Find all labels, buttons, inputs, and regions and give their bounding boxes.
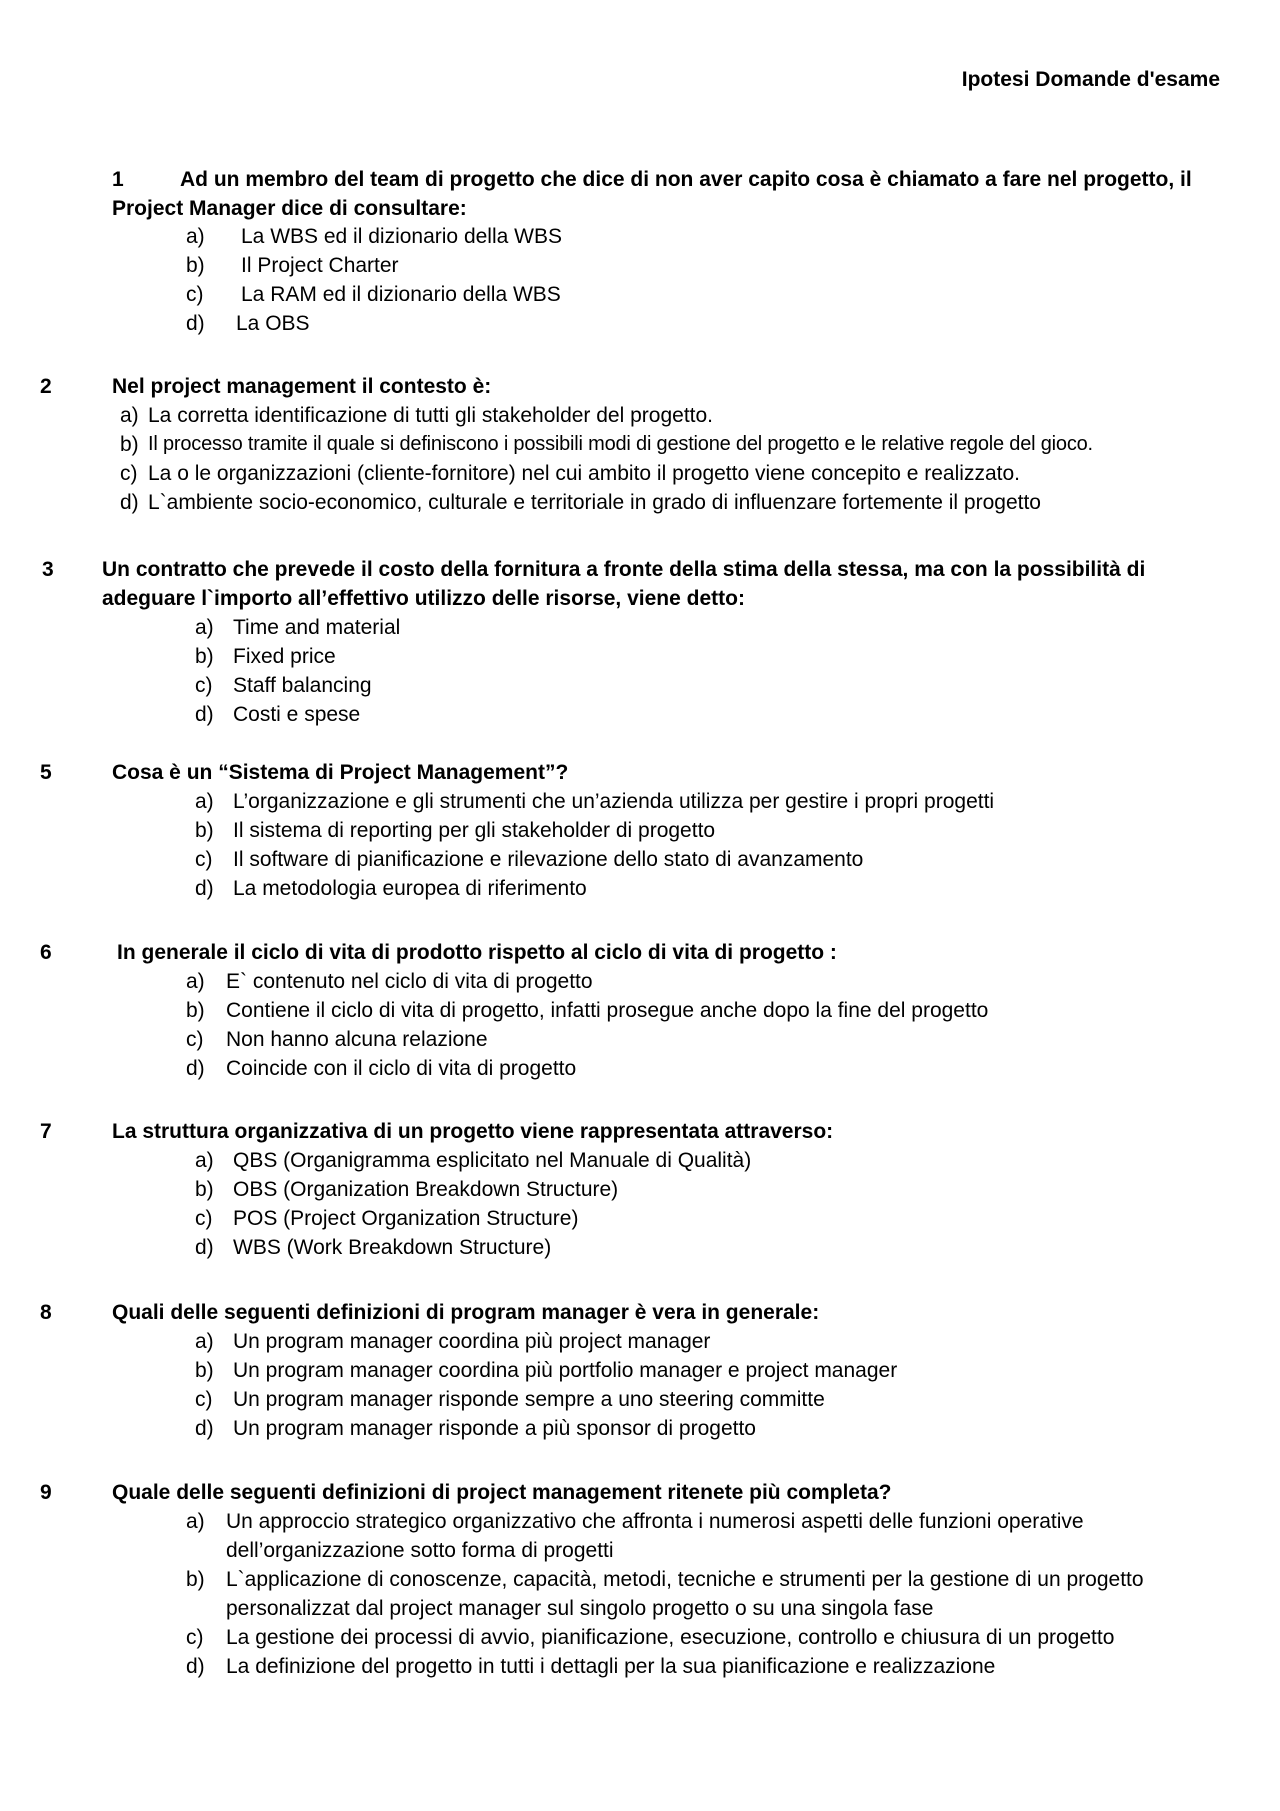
option-a[interactable] [120, 401, 1250, 430]
question-number: 9 [40, 1481, 52, 1504]
option-text: La definizione del progetto in tutti i dettagli per la sua pianificazione e realizzazione [226, 1655, 996, 1678]
option-text: La o le organizzazioni (cliente-fornitore) nel cui ambito il progetto viene concepito e realizzato. [148, 462, 1020, 485]
option-letter: b) [195, 1178, 214, 1201]
option-letter: a) [186, 1510, 205, 1533]
option-letter: c) [186, 1626, 204, 1649]
option-d[interactable] [195, 1414, 1145, 1443]
option-d[interactable] [195, 700, 1095, 729]
option-text: Un program manager risponde a più sponsor di progetto [233, 1417, 756, 1440]
question-number: 7 [40, 1120, 52, 1143]
option-text: Un program manager coordina più portfolio manager e project manager [233, 1359, 898, 1382]
options-list [195, 1146, 1145, 1262]
option-text: Non hanno alcuna relazione [226, 1028, 488, 1051]
option-b[interactable] [186, 1565, 1186, 1623]
question-text: La struttura organizzativa di un progetto viene rappresentata attraverso: [112, 1120, 834, 1143]
question-number: 6 [40, 941, 52, 964]
document-header: Ipotesi Domande d'esame [961, 68, 1220, 91]
options-list [186, 1507, 1186, 1681]
option-b[interactable] [195, 1356, 1145, 1385]
option-text: Coincide con il ciclo di vita di progetto [226, 1057, 577, 1080]
option-text: La metodologia europea di riferimento [233, 877, 587, 900]
option-text: QBS (Organigramma esplicitato nel Manuale di Qualità) [233, 1149, 752, 1172]
option-letter: c) [186, 1028, 204, 1051]
option-letter: c) [195, 674, 213, 697]
option-letter: a) [186, 970, 205, 993]
option-letter: d) [195, 1417, 214, 1440]
option-a[interactable] [186, 967, 1136, 996]
option-text: Contiene il ciclo di vita di progetto, infatti prosegue anche dopo la fine del progetto [226, 999, 989, 1022]
option-letter: d) [120, 491, 139, 514]
option-d[interactable] [120, 488, 1250, 517]
question-text: Ad un membro del team di progetto che dice di non aver capito cosa è chiamato a fare nel progetto, il Project Manager dice di consultare: [112, 168, 1192, 220]
option-letter: c) [195, 1207, 213, 1230]
option-text: Un approccio strategico organizzativo che affronta i numerosi aspetti delle funzioni operative dell’organizzazione sotto forma di progetti [226, 1510, 1084, 1562]
option-letter: c) [195, 1388, 213, 1411]
option-letter: d) [195, 703, 214, 726]
option-text: Un program manager coordina più project manager [233, 1330, 711, 1353]
option-letter: d) [195, 877, 214, 900]
option-letter: b) [195, 819, 214, 842]
option-d[interactable] [195, 1233, 1145, 1262]
option-c[interactable] [186, 1623, 1186, 1652]
option-text: POS (Project Organization Structure) [233, 1207, 579, 1230]
option-a[interactable] [195, 787, 1145, 816]
option-letter: a) [186, 225, 205, 248]
option-letter: a) [195, 790, 214, 813]
option-text: Costi e spese [233, 703, 361, 726]
option-d[interactable] [186, 1652, 1186, 1681]
option-c[interactable] [186, 280, 1086, 309]
option-text: E` contenuto nel ciclo di vita di progetto [226, 970, 593, 993]
option-text: La gestione dei processi di avvio, pianificazione, esecuzione, controllo e chiusura di un progetto [226, 1626, 1115, 1649]
option-b[interactable] [186, 251, 1086, 280]
option-text: Un program manager risponde sempre a uno steering committe [233, 1388, 825, 1411]
options-list [195, 787, 1145, 903]
option-c[interactable] [120, 459, 1250, 488]
question-number: 2 [40, 375, 52, 398]
option-c[interactable] [186, 1025, 1136, 1054]
option-d[interactable] [186, 1054, 1136, 1083]
option-text: L’organizzazione e gli strumenti che un’azienda utilizza per gestire i propri progetti [233, 790, 995, 813]
option-letter: d) [186, 1655, 205, 1678]
option-a[interactable] [195, 613, 1095, 642]
question-number: 5 [40, 761, 52, 784]
question-text: Quale delle seguenti definizioni di project management ritenete più completa? [112, 1481, 892, 1504]
option-letter: d) [186, 1057, 205, 1080]
question-text: Quali delle seguenti definizioni di program manager è vera in generale: [112, 1301, 820, 1324]
options-list [186, 222, 1086, 338]
option-b[interactable] [186, 996, 1136, 1025]
option-letter: a) [195, 616, 214, 639]
option-text: La corretta identificazione di tutti gli stakeholder del progetto. [148, 404, 714, 427]
question-number: 8 [40, 1301, 52, 1324]
option-letter: b) [186, 254, 205, 277]
question-text: Un contratto che prevede il costo della fornitura a fronte della stima della stessa, ma con la possibilità di adeguare l`importo all’effettivo utilizzo delle risorse, viene detto: [102, 558, 1146, 610]
option-d[interactable] [186, 309, 1086, 338]
question-text: Cosa è un “Sistema di Project Management”? [112, 761, 569, 784]
option-b[interactable] [120, 430, 1250, 459]
option-text: L`applicazione di conoscenze, capacità, metodi, tecniche e strumenti per la gestione di un progetto personalizzat dal project manager sul singolo progetto o su una singola fase [226, 1568, 1144, 1620]
option-text: OBS (Organization Breakdown Structure) [233, 1178, 619, 1201]
option-a[interactable] [195, 1146, 1145, 1175]
option-text: Il Project Charter [241, 254, 399, 277]
question-number: 1 [112, 168, 124, 191]
option-a[interactable] [186, 1507, 1186, 1565]
options-list [195, 1327, 1145, 1443]
option-a[interactable] [195, 1327, 1145, 1356]
option-text: L`ambiente socio-economico, culturale e territoriale in grado di influenzare fortemente il progetto [148, 491, 1041, 514]
option-text: Il sistema di reporting per gli stakeholder di progetto [233, 819, 716, 842]
option-text: WBS (Work Breakdown Structure) [233, 1236, 552, 1259]
option-c[interactable] [195, 845, 1145, 874]
option-letter: d) [186, 312, 205, 335]
option-letter: c) [195, 848, 213, 871]
option-b[interactable] [195, 642, 1095, 671]
option-letter: b) [120, 433, 139, 456]
option-c[interactable] [195, 671, 1095, 700]
option-letter: a) [120, 404, 139, 427]
option-d[interactable] [195, 874, 1145, 903]
option-text: Staff balancing [233, 674, 372, 697]
option-letter: b) [195, 1359, 214, 1382]
option-text: La RAM ed il dizionario della WBS [241, 283, 561, 306]
option-text: Il software di pianificazione e rilevazione dello stato di avanzamento [233, 848, 864, 871]
option-text: Time and material [233, 616, 401, 639]
question-text: In generale il ciclo di vita di prodotto rispetto al ciclo di vita di progetto : [117, 941, 837, 964]
option-text: La OBS [236, 312, 310, 335]
option-letter: b) [195, 645, 214, 668]
option-letter: a) [195, 1330, 214, 1353]
option-a[interactable] [186, 222, 1086, 251]
option-letter: c) [186, 283, 204, 306]
option-letter: a) [195, 1149, 214, 1172]
options-list [195, 613, 1095, 729]
option-c[interactable] [195, 1204, 1145, 1233]
question-text: Nel project management il contesto è: [112, 375, 492, 398]
options-list [186, 967, 1136, 1083]
option-letter: b) [186, 1568, 205, 1591]
question-number: 3 [42, 558, 54, 581]
option-text: Fixed price [233, 645, 336, 668]
option-text: La WBS ed il dizionario della WBS [241, 225, 562, 248]
option-letter: d) [195, 1236, 214, 1259]
option-b[interactable] [195, 1175, 1145, 1204]
option-letter: c) [120, 462, 138, 485]
option-text: Il processo tramite il quale si definiscono i possibili modi di gestione del progetto e le relative regole del gioco. [148, 433, 1093, 455]
options-list [120, 401, 1250, 517]
option-letter: b) [186, 999, 205, 1022]
option-b[interactable] [195, 816, 1145, 845]
option-c[interactable] [195, 1385, 1145, 1414]
